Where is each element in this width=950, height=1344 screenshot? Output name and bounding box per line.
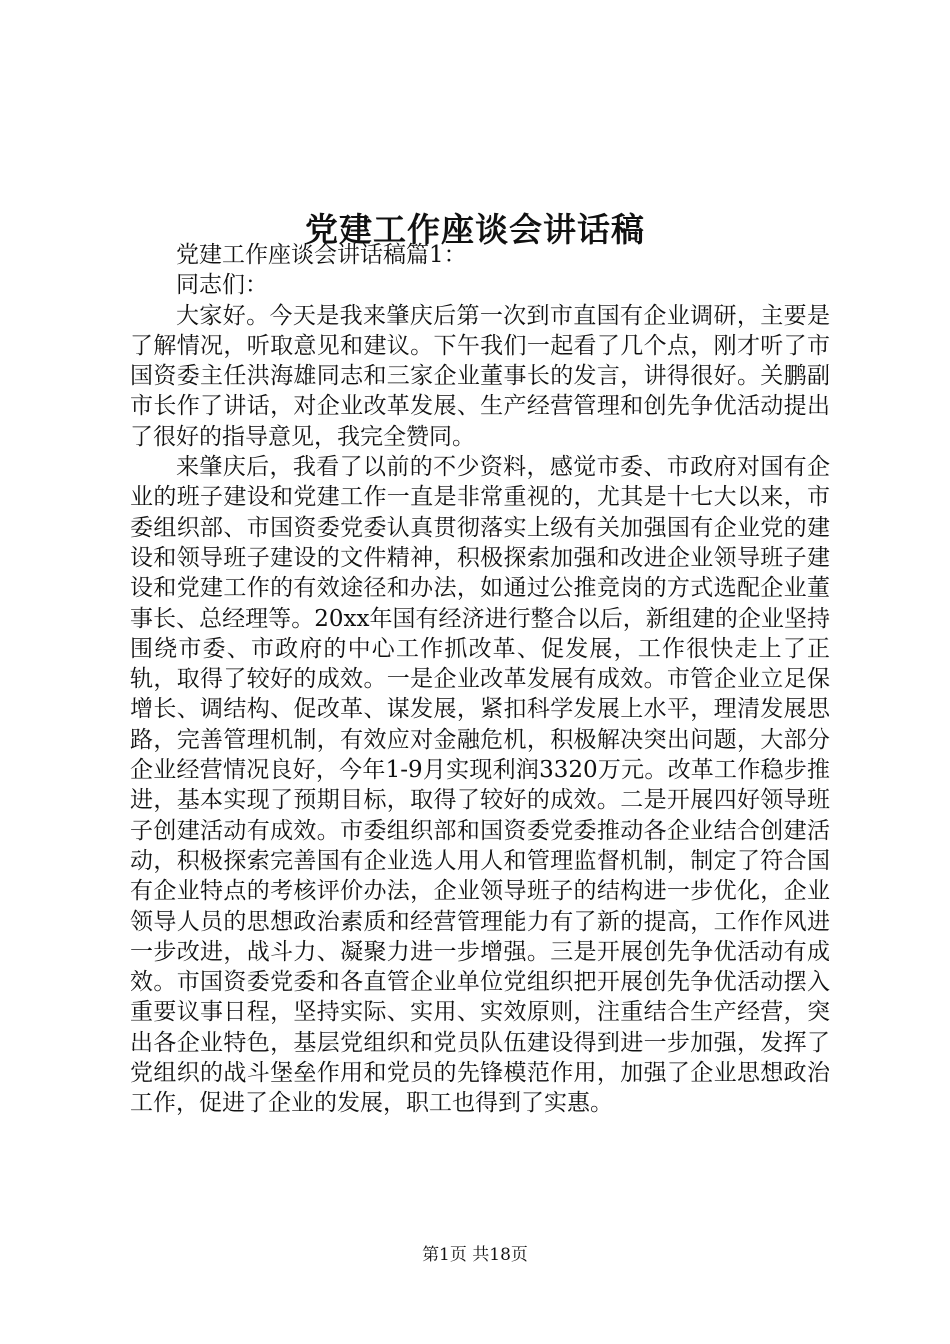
document-body (130, 240, 830, 1119)
salutation: 同志们： (176, 272, 268, 299)
page-number-footer: 第1页 共18页 (422, 1245, 528, 1265)
document-title: 党建工作座谈会讲话稿 (305, 210, 645, 250)
section-heading: 党建工作座谈会讲话稿篇1： (176, 242, 467, 268)
body-paragraph: 来肇庆后，我看了以前的不少资料，感觉市委、市政府对国有企业的班子建设和党建工作一直是非常重视的，尤其是十七大以来，市委组织部、市国资委党委认真贯彻落实上级有关加强国有企业党的建设和领导班子建设的文件精神，积极探索加强和改进企业领导班子建设和党建工作的有效途径和办法，如通过公推竞岗的方式选配企业董事长、总经理等。20xx年国有经济进行整合以后，新组建的企业坚持围绕市委、市政府的中心工作抓改革、促发展，工作很快走上了正轨，取得了较好的成效。一是企业改革发展有成效。市管企业立足保增长、调结构、促改革、谋发展，紧扣科学发展上水平，理清发展思路，完善管理机制，有效应对金融危机，积极解决突出问题，大部分企业经营情况良好，今年1-9月实现利润3320万元。改革工作稳步推进，基本实现了预期目标，取得了较好的成效。二是开展四好领导班子创建活动有成效。市委组织部和国资委党委推动各企业结合创建活动，积极探索完善国有企业选人用人和管理监督机制，制定了符合国有企业特点的考核评价办法，企业领导班子的结构进一步优化，企业领导人员的思想政治素质和经营管理能力有了新的提高，工作作风进一步改进，战斗力、凝聚力进一步增强。三是开展创先争优活动有成效。市国资委党委和各直管企业单位党组织把开展创先争优活动摆入重要议事日程，坚持实际、实用、实效原则，注重结合生产经营，突出各企业特色，基层党组织和党员队伍建设得到进一步加强，发挥了党组织的战斗堡垒作用和党员的先锋模范作用，加强了企业思想政治工作，促进了企业的发展，职工也得到了实惠。 (130, 454, 830, 1117)
body-paragraph: 大家好。今天是我来肇庆后第一次到市直国有企业调研，主要是了解情况，听取意见和建议。下午我们一起看了几个点，刚才听了市国资委主任洪海雄同志和三家企业董事长的发言，讲得很好。关鹏副市长作了讲话，对企业改革发展、生产经营管理和创先争优活动提出了很好的指导意见，我完全赞同。 (130, 302, 830, 450)
